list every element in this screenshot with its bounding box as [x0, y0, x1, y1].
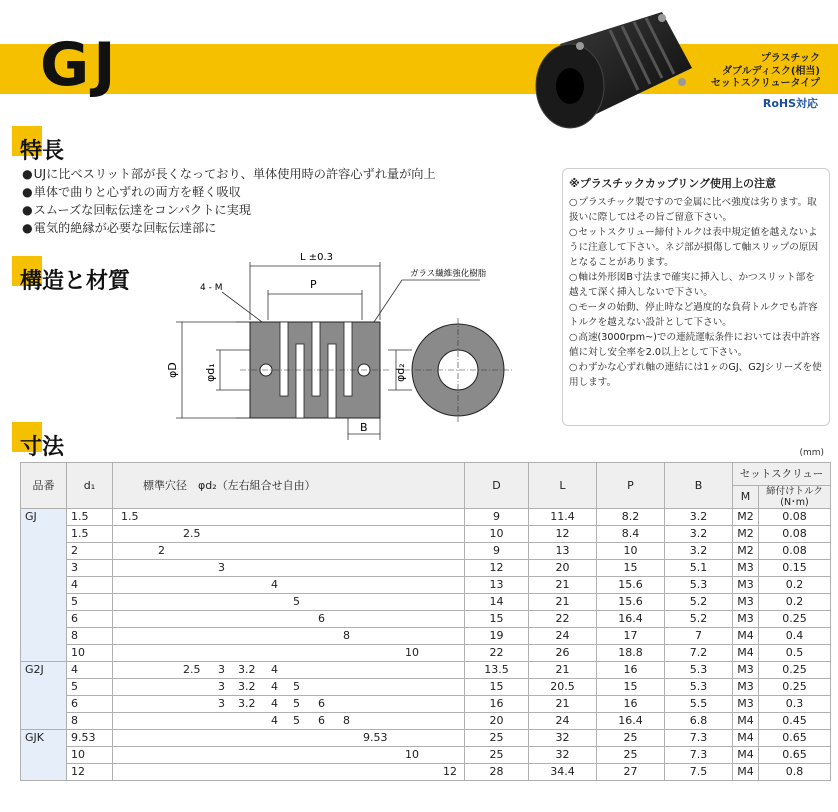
bore-value: 9.53 [363, 731, 388, 744]
m-cell: M3 [733, 594, 759, 611]
dim-d1: φd₁ [204, 363, 217, 382]
header-B: B [665, 463, 733, 509]
p-cell: 25 [597, 730, 665, 747]
d1-cell: 2 [67, 543, 113, 560]
bore-value: 3 [218, 697, 225, 710]
m-cell: M4 [733, 730, 759, 747]
d-cell: 25 [465, 747, 529, 764]
d1-cell: 6 [67, 696, 113, 713]
note-item: ○ モータの始動、停止時など過度的な負荷トルクでも許容トルクを越えない設計として下さい。 [569, 300, 823, 330]
torque-cell: 0.5 [759, 645, 831, 662]
torque-cell: 0.2 [759, 577, 831, 594]
torque-cell: 0.3 [759, 696, 831, 713]
bore-cell [113, 764, 465, 781]
bore-value: 2.5 [183, 663, 201, 676]
bore-value: 10 [405, 748, 419, 761]
unit-label: (mm) [799, 448, 824, 458]
b-cell: 7.3 [665, 730, 733, 747]
d1-cell: 8 [67, 713, 113, 730]
torque-cell: 0.45 [759, 713, 831, 730]
d-cell: 28 [465, 764, 529, 781]
dim-D: φD [166, 362, 179, 378]
d-cell: 13 [465, 577, 529, 594]
b-cell: 6.8 [665, 713, 733, 730]
p-cell: 15 [597, 679, 665, 696]
p-cell: 27 [597, 764, 665, 781]
bore-value: 3.2 [238, 680, 256, 693]
dim-P: P [310, 278, 317, 291]
header-L: L [529, 463, 597, 509]
bore-value: 4 [271, 697, 278, 710]
note-item: ○ 高速(3000rpm~)での連続運転条件においては表中許容値に対し安全率を2.0以上として下さい。 [569, 330, 823, 360]
header-torque: 締付けトルク (N･m) [759, 486, 831, 509]
d1-cell: 10 [67, 747, 113, 764]
bore-value: 2 [158, 544, 165, 557]
d1-cell: 3 [67, 560, 113, 577]
p-cell: 18.8 [597, 645, 665, 662]
m-cell: M3 [733, 696, 759, 713]
torque-cell: 0.4 [759, 628, 831, 645]
p-cell: 17 [597, 628, 665, 645]
feature-item: ● UJに比べスリット部が長くなっており、単体使用時の許容心ずれ量が向上 [22, 165, 436, 183]
d-cell: 12 [465, 560, 529, 577]
bore-value: 3 [218, 561, 225, 574]
l-cell: 21 [529, 577, 597, 594]
m-cell: M3 [733, 679, 759, 696]
dim-M: 4 - M [200, 283, 223, 293]
d1-cell: 6 [67, 611, 113, 628]
p-cell: 8.4 [597, 526, 665, 543]
bore-value: 3 [218, 680, 225, 693]
p-cell: 25 [597, 747, 665, 764]
table-row [21, 577, 831, 594]
header-part: 品番 [21, 463, 67, 509]
usage-notes [562, 168, 830, 426]
d1-cell: 4 [67, 662, 113, 679]
bore-value: 4 [271, 680, 278, 693]
series-cell: GJ [21, 509, 67, 662]
product-subtitle [711, 53, 820, 91]
bore-value: 4 [271, 663, 278, 676]
m-cell: M3 [733, 662, 759, 679]
dimensions-heading: 寸法 [20, 430, 64, 461]
features-heading: 特長 [20, 134, 64, 165]
torque-cell: 0.08 [759, 543, 831, 560]
feature-item: ● スムーズな回転伝達をコンパクトに実現 [22, 201, 436, 219]
p-cell: 16.4 [597, 611, 665, 628]
bore-value: 6 [318, 697, 325, 710]
p-cell: 10 [597, 543, 665, 560]
material-label: ガラス繊維強化樹脂 [410, 269, 487, 279]
torque-cell: 0.08 [759, 526, 831, 543]
note-item: ○ プラスチック製ですので金属に比べ強度は劣ります。取扱いに際してはその旨ご留意下さい。 [569, 195, 823, 225]
p-cell: 16.4 [597, 713, 665, 730]
bore-cell [113, 526, 465, 543]
bore-cell [113, 730, 465, 747]
bore-value: 3.2 [238, 663, 256, 676]
m-cell: M4 [733, 645, 759, 662]
series-cell: GJK [21, 730, 67, 781]
p-cell: 16 [597, 696, 665, 713]
torque-cell: 0.2 [759, 594, 831, 611]
b-cell: 7.2 [665, 645, 733, 662]
bore-cell [113, 696, 465, 713]
m-cell: M4 [733, 764, 759, 781]
l-cell: 24 [529, 713, 597, 730]
coupling-photo [522, 6, 702, 138]
note-item: ○ 軸は外形図B寸法まで確実に挿入し、かつスリット部を越えて深く挿入しないで下さい。 [569, 270, 823, 300]
table-row [21, 526, 831, 543]
l-cell: 22 [529, 611, 597, 628]
bore-value: 4 [271, 578, 278, 591]
bore-value: 5 [293, 680, 300, 693]
d-cell: 16 [465, 696, 529, 713]
bore-value: 5 [293, 714, 300, 727]
l-cell: 21 [529, 662, 597, 679]
notes-title: ※プラスチックカップリング使用上の注意 [569, 177, 777, 190]
structure-diagram [140, 250, 520, 440]
bore-cell [113, 611, 465, 628]
l-cell: 34.4 [529, 764, 597, 781]
bore-value: 8 [343, 714, 350, 727]
bore-value: 6 [318, 714, 325, 727]
dim-L: L ±0.3 [300, 252, 334, 263]
bore-cell [113, 662, 465, 679]
bore-cell [113, 594, 465, 611]
table-row [21, 747, 831, 764]
l-cell: 13 [529, 543, 597, 560]
bore-value: 4 [271, 714, 278, 727]
bore-cell [113, 543, 465, 560]
l-cell: 32 [529, 747, 597, 764]
table-row [21, 662, 831, 679]
bore-cell [113, 645, 465, 662]
feature-item: ● 単体で曲りと心ずれの両方を軽く吸収 [22, 183, 436, 201]
torque-cell: 0.65 [759, 730, 831, 747]
p-cell: 8.2 [597, 509, 665, 526]
d-cell: 15 [465, 679, 529, 696]
bore-value: 5 [293, 697, 300, 710]
bore-value: 6 [318, 612, 325, 625]
header-M: M [733, 486, 759, 509]
m-cell: M3 [733, 577, 759, 594]
d1-cell: 10 [67, 645, 113, 662]
d-cell: 10 [465, 526, 529, 543]
header-d1: d₁ [67, 463, 113, 509]
l-cell: 21 [529, 594, 597, 611]
l-cell: 24 [529, 628, 597, 645]
p-cell: 15.6 [597, 594, 665, 611]
d1-cell: 1.5 [67, 526, 113, 543]
dim-d2: φd₂ [394, 363, 407, 382]
b-cell: 5.3 [665, 577, 733, 594]
bore-value: 3.2 [238, 697, 256, 710]
l-cell: 12 [529, 526, 597, 543]
table-row [21, 628, 831, 645]
b-cell: 5.5 [665, 696, 733, 713]
header-bore: 標準穴径 φd₂（左右組合せ自由） [113, 463, 465, 509]
structure-heading: 構造と材質 [20, 264, 130, 295]
l-cell: 26 [529, 645, 597, 662]
bore-cell [113, 560, 465, 577]
d-cell: 20 [465, 713, 529, 730]
d1-cell: 12 [67, 764, 113, 781]
b-cell: 7 [665, 628, 733, 645]
m-cell: M2 [733, 509, 759, 526]
bore-cell [113, 747, 465, 764]
m-cell: M4 [733, 713, 759, 730]
b-cell: 3.2 [665, 526, 733, 543]
bore-value: 3 [218, 663, 225, 676]
table-row [21, 679, 831, 696]
m-cell: M4 [733, 628, 759, 645]
b-cell: 5.3 [665, 679, 733, 696]
torque-cell: 0.08 [759, 509, 831, 526]
m-cell: M3 [733, 560, 759, 577]
table-row [21, 509, 831, 526]
bore-value: 12 [443, 765, 457, 778]
d-cell: 9 [465, 543, 529, 560]
d-cell: 22 [465, 645, 529, 662]
bore-cell [113, 509, 465, 526]
table-row [21, 543, 831, 560]
bore-cell [113, 713, 465, 730]
l-cell: 20 [529, 560, 597, 577]
d1-cell: 5 [67, 594, 113, 611]
b-cell: 3.2 [665, 509, 733, 526]
header-D: D [465, 463, 529, 509]
bore-value: 10 [405, 646, 419, 659]
l-cell: 20.5 [529, 679, 597, 696]
bore-value: 1.5 [121, 510, 139, 523]
bore-value: 2.5 [183, 527, 201, 540]
p-cell: 16 [597, 662, 665, 679]
bore-value: 8 [343, 629, 350, 642]
m-cell: M4 [733, 747, 759, 764]
subtitle-line: プラスチック [760, 53, 820, 64]
m-cell: M2 [733, 526, 759, 543]
torque-cell: 0.65 [759, 747, 831, 764]
m-cell: M3 [733, 611, 759, 628]
b-cell: 5.2 [665, 611, 733, 628]
feature-item: ● 電気的絶縁が必要な回転伝達部に [22, 219, 436, 237]
d-cell: 25 [465, 730, 529, 747]
features-list [22, 165, 436, 237]
page-title: GJ [40, 30, 120, 100]
d-cell: 19 [465, 628, 529, 645]
header-setscrew: セットスクリュー [733, 463, 831, 486]
b-cell: 5.3 [665, 662, 733, 679]
d-cell: 15 [465, 611, 529, 628]
d1-cell: 4 [67, 577, 113, 594]
header-P: P [597, 463, 665, 509]
dimensions-table [20, 462, 831, 781]
torque-cell: 0.25 [759, 611, 831, 628]
torque-cell: 0.25 [759, 662, 831, 679]
l-cell: 32 [529, 730, 597, 747]
torque-cell: 0.15 [759, 560, 831, 577]
table-row [21, 730, 831, 747]
d-cell: 9 [465, 509, 529, 526]
b-cell: 5.2 [665, 594, 733, 611]
note-item: ○ セットスクリュー締付トルクは表中規定値を越えないように注意して下さい。ネジ部が損傷して軸スリップの原因となることがあります。 [569, 225, 823, 270]
d1-cell: 8 [67, 628, 113, 645]
bore-cell [113, 679, 465, 696]
note-item: ○ わずかな心ずれ軸の連結には1ヶのGJ、G2Jシリーズを使用します。 [569, 360, 823, 390]
b-cell: 7.5 [665, 764, 733, 781]
table-row [21, 611, 831, 628]
d-cell: 14 [465, 594, 529, 611]
torque-cell: 0.8 [759, 764, 831, 781]
p-cell: 15.6 [597, 577, 665, 594]
bore-cell [113, 577, 465, 594]
table-row [21, 594, 831, 611]
subtitle-line: セットスクリュータイプ [710, 78, 820, 89]
dim-B: B [360, 421, 368, 434]
m-cell: M2 [733, 543, 759, 560]
table-row [21, 713, 831, 730]
bore-value: 5 [293, 595, 300, 608]
l-cell: 21 [529, 696, 597, 713]
torque-cell: 0.25 [759, 679, 831, 696]
table-row [21, 696, 831, 713]
d1-cell: 5 [67, 679, 113, 696]
d-cell: 13.5 [465, 662, 529, 679]
table-row [21, 645, 831, 662]
b-cell: 5.1 [665, 560, 733, 577]
p-cell: 15 [597, 560, 665, 577]
table-row [21, 764, 831, 781]
b-cell: 3.2 [665, 543, 733, 560]
d1-cell: 1.5 [67, 509, 113, 526]
bore-cell [113, 628, 465, 645]
table-row [21, 560, 831, 577]
l-cell: 11.4 [529, 509, 597, 526]
series-cell: G2J [21, 662, 67, 730]
b-cell: 7.3 [665, 747, 733, 764]
subtitle-line: ダブルディスク(相当) [722, 65, 820, 77]
rohs-badge: RoHS対応 [762, 97, 818, 110]
d1-cell: 9.53 [67, 730, 113, 747]
